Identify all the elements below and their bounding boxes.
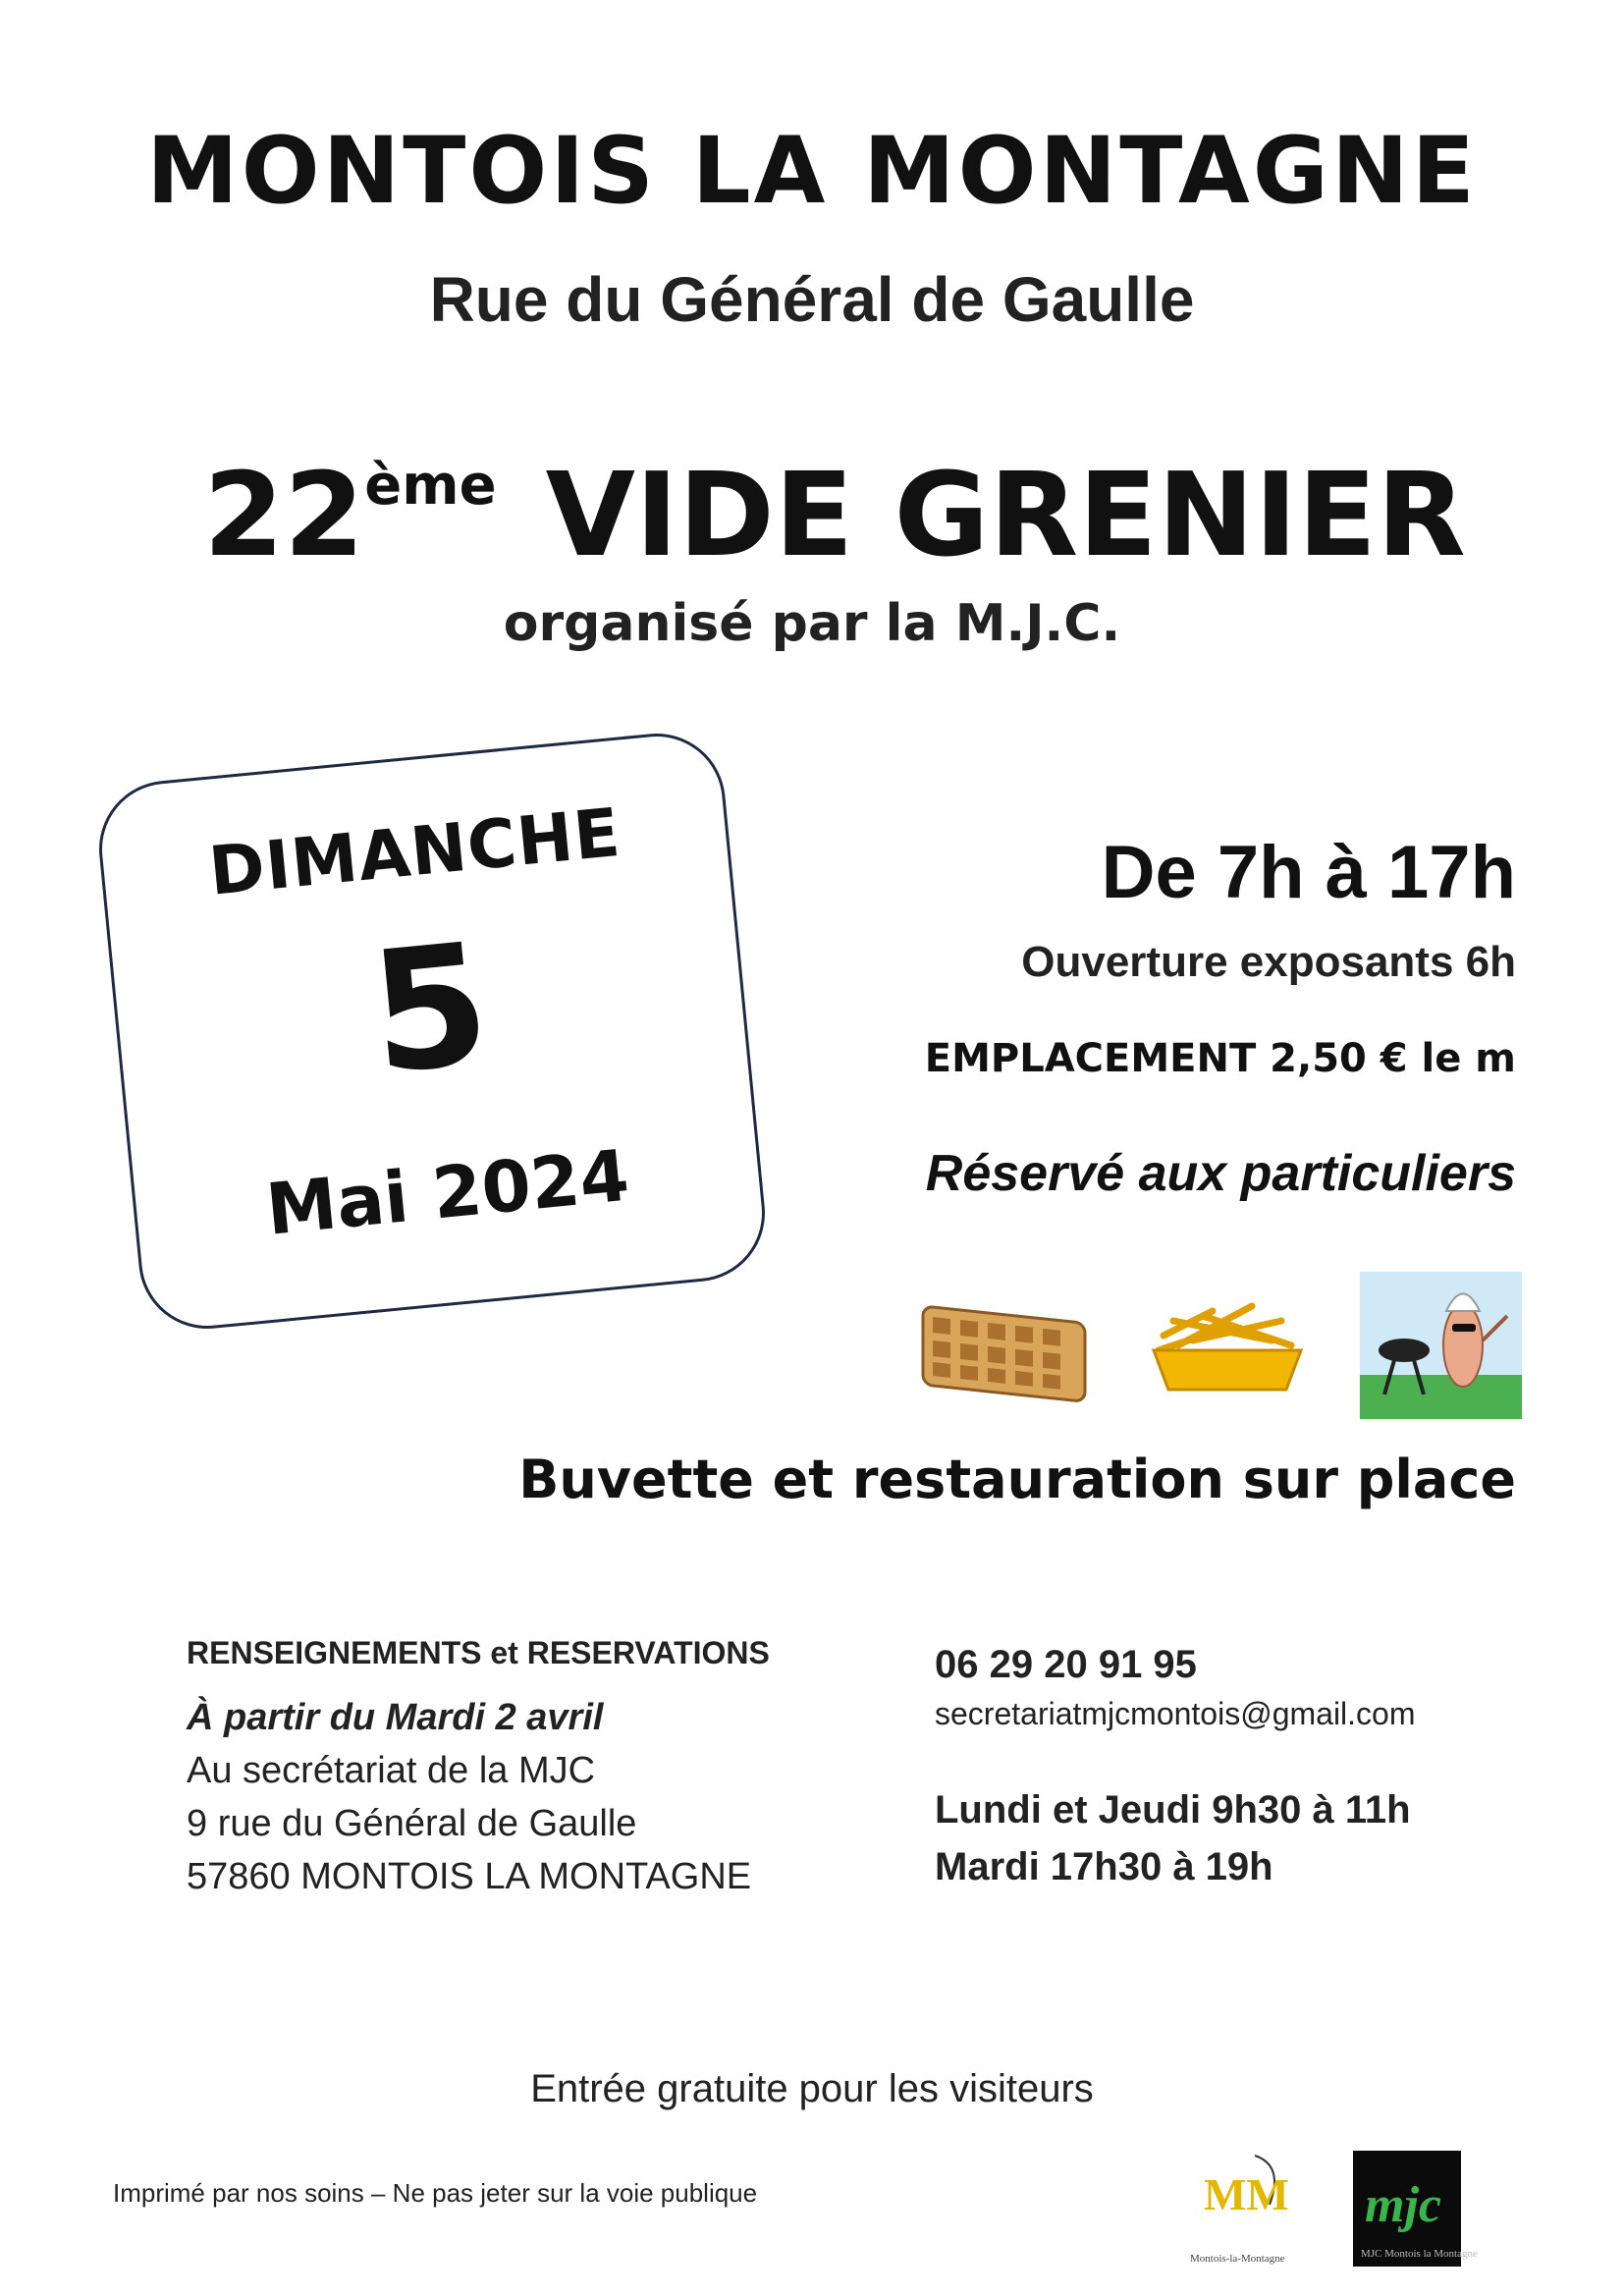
mm-logo — [1186, 2136, 1294, 2273]
barbecue-icon — [1360, 1272, 1522, 1419]
refreshments-line: Buvette et restauration sur place — [518, 1449, 1516, 1510]
contact-left — [187, 1635, 770, 1903]
contact-heading: RENSEIGNEMENTS et RESERVATIONS — [187, 1635, 770, 1670]
contact-phone: 06 29 20 91 95 — [935, 1643, 1197, 1686]
office-hours-2: Mardi 17h30 à 19h — [935, 1845, 1273, 1888]
date-box — [93, 728, 772, 1336]
mm-logo-letters: MM — [1204, 2169, 1289, 2219]
exhibitor-opening: Ouverture exposants 6h — [1021, 938, 1516, 986]
date-month-year: Mai 2024 — [262, 1133, 633, 1251]
date-day: DIMANCHE — [205, 793, 624, 911]
waffle-icon — [923, 1306, 1085, 1401]
event-heading — [98, 417, 1571, 583]
fries-icon — [1154, 1306, 1301, 1390]
town-title: MONTOIS LA MONTAGNE — [146, 118, 1478, 225]
edition-suffix: ème — [364, 454, 497, 518]
mjc-logo-caption: MJC Montois la Montagne — [1361, 2248, 1478, 2260]
printed-note: Imprimé par nos soins – Ne pas jeter sur la voie publique — [113, 2178, 758, 2208]
event-name: VIDE GRENIER — [545, 447, 1466, 582]
contact-from-date: À partir du Mardi 2 avril — [187, 1697, 604, 1738]
contact-city: 57860 MONTOIS LA MONTAGNE — [187, 1856, 752, 1897]
reserved-note: Réservé aux particuliers — [925, 1145, 1516, 1202]
mjc-logo-letters: mjc — [1365, 2177, 1441, 2233]
contact-place: Au secrétariat de la MJC — [187, 1750, 596, 1791]
mjc-logo — [1353, 2151, 1478, 2267]
food-illustrations — [913, 1267, 1542, 1434]
free-entry-note: Entrée gratuite pour les visiteurs — [530, 2067, 1094, 2110]
contact-address: 9 rue du Général de Gaulle — [187, 1803, 637, 1844]
street-subtitle: Rue du Général de Gaulle — [429, 264, 1195, 335]
contact-right — [935, 1638, 1416, 1895]
mm-logo-caption: Montois-la-Montagne — [1190, 2253, 1285, 2265]
event-hours: De 7h à 17h — [1101, 831, 1516, 914]
office-hours-1: Lundi et Jeudi 9h30 à 11h — [935, 1788, 1411, 1831]
contact-email: secretariatmjcmontois@gmail.com — [935, 1696, 1416, 1731]
date-number: 5 — [362, 906, 498, 1113]
edition-number: 22 — [203, 447, 365, 582]
pitch-price: EMPLACEMENT 2,50 € le m — [924, 1036, 1516, 1081]
organiser-line: organisé par la M.J.C. — [503, 594, 1121, 653]
